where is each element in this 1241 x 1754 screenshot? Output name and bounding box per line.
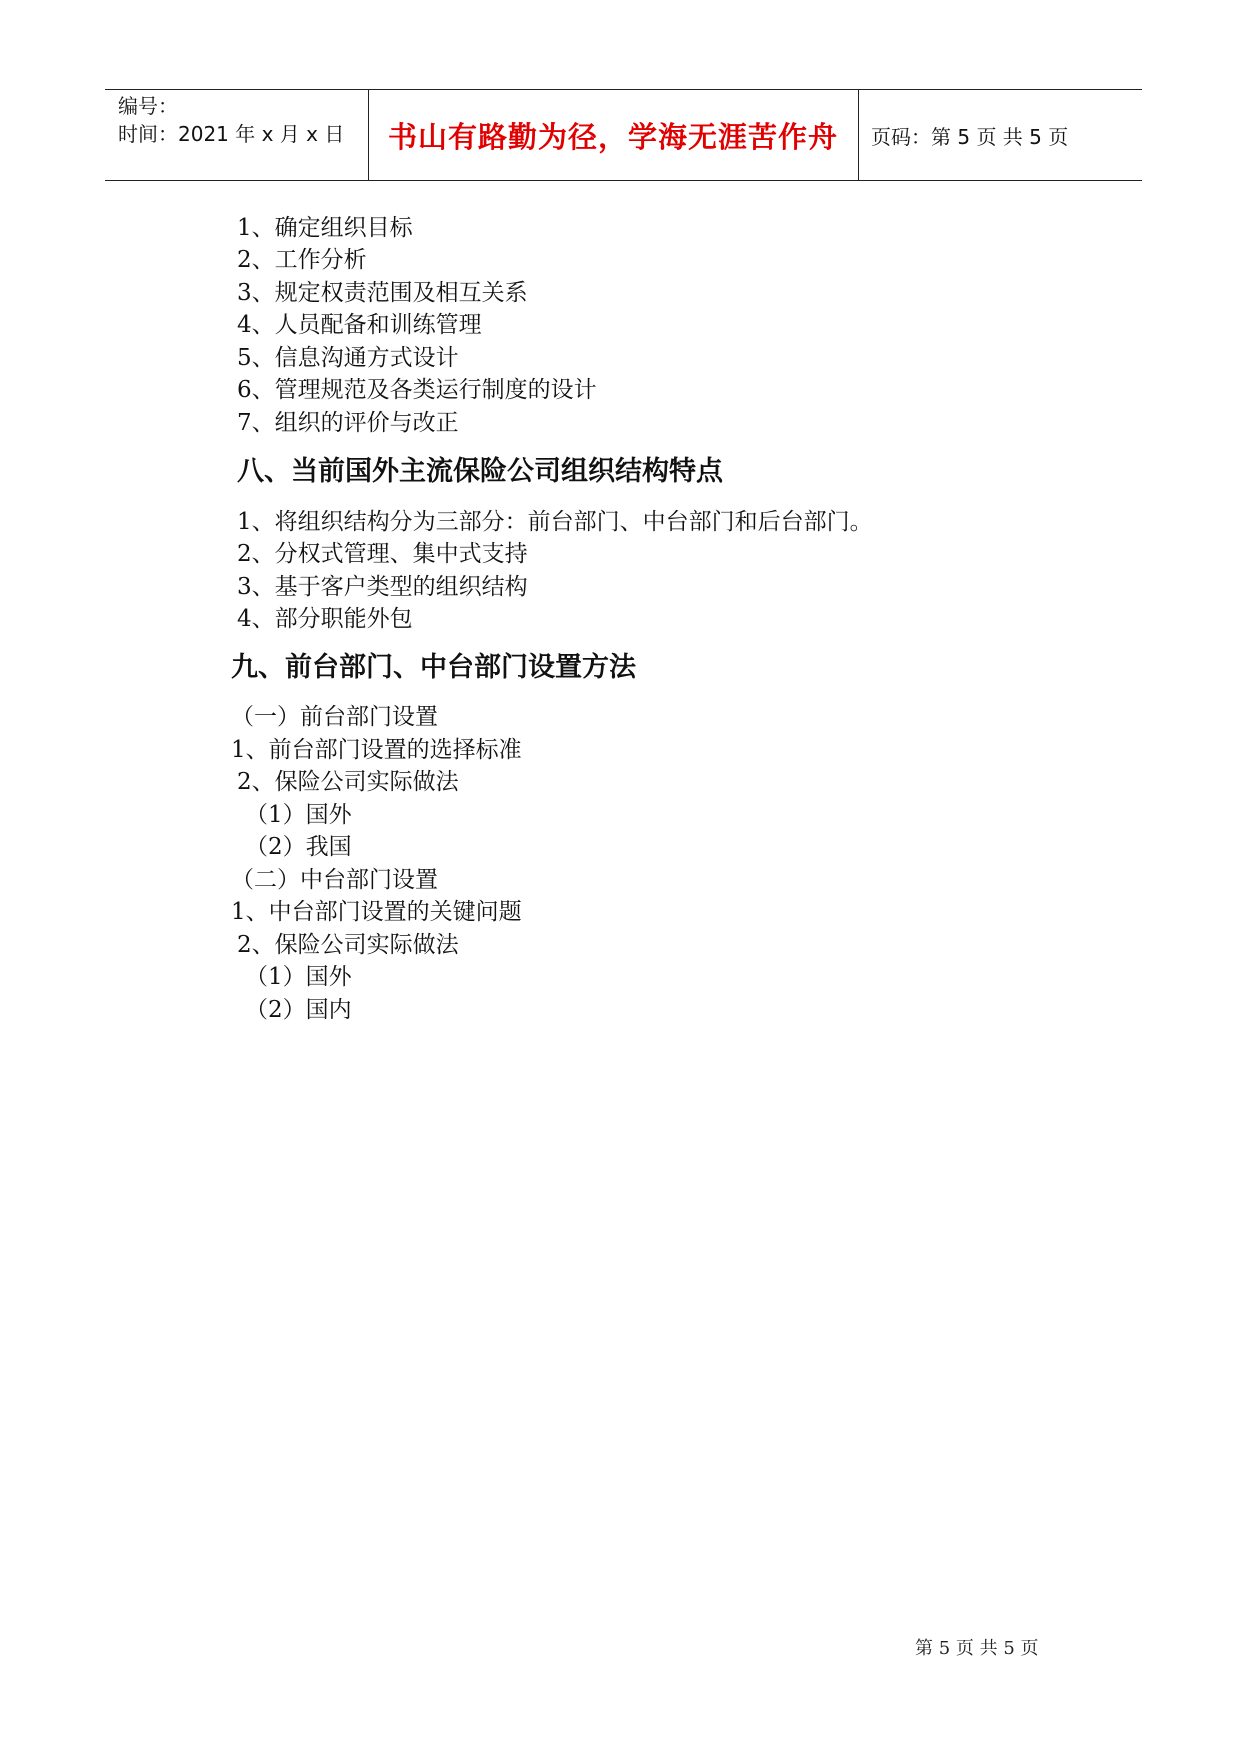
list-item: 2、分权式管理、集中式支持	[237, 541, 528, 567]
list-item: 5、信息沟通方式设计	[237, 345, 459, 371]
header-page-number: 页码：第 5 页 共 5 页	[871, 124, 1069, 149]
list-item: （1）国外	[245, 964, 352, 990]
list-item: 2、保险公司实际做法	[237, 769, 459, 795]
header-divider	[858, 90, 859, 180]
page-footer: 第 5 页 共 5 页	[915, 1638, 1039, 1659]
header-meta	[118, 92, 344, 148]
list-item: 3、基于客户类型的组织结构	[237, 574, 528, 600]
document-number-label: 编号：	[118, 94, 178, 118]
section-heading: 九、前台部门、中台部门设置方法	[231, 652, 636, 683]
list-item: 1、确定组织目标	[237, 215, 413, 241]
page-header	[105, 89, 1142, 181]
list-item: 1、将组织结构分为三部分：前台部门、中台部门和后台部门。	[237, 509, 873, 535]
list-item: 3、规定权责范围及相互关系	[237, 280, 528, 306]
section-heading: 八、当前国外主流保险公司组织结构特点	[237, 456, 723, 487]
list-item: 1、中台部门设置的关键问题	[231, 899, 522, 925]
list-item: （1）国外	[245, 802, 352, 828]
list-item: 4、人员配备和训练管理	[237, 312, 482, 338]
list-item: 2、保险公司实际做法	[237, 932, 459, 958]
list-item: 6、管理规范及各类运行制度的设计	[237, 377, 597, 403]
list-item: （2）我国	[245, 834, 352, 860]
list-item: 4、部分职能外包	[237, 606, 413, 632]
list-item: 2、工作分析	[237, 247, 367, 273]
list-item: （2）国内	[245, 997, 352, 1023]
header-motto: 书山有路勤为径，学海无涯苦作舟	[387, 119, 838, 154]
list-item: （二）中台部门设置	[231, 867, 438, 893]
document-time-label: 时间：2021 年 x 月 x 日	[118, 122, 345, 146]
list-item: （一）前台部门设置	[231, 704, 438, 730]
list-item: 1、前台部门设置的选择标准	[231, 737, 522, 763]
list-item: 7、组织的评价与改正	[237, 410, 459, 436]
